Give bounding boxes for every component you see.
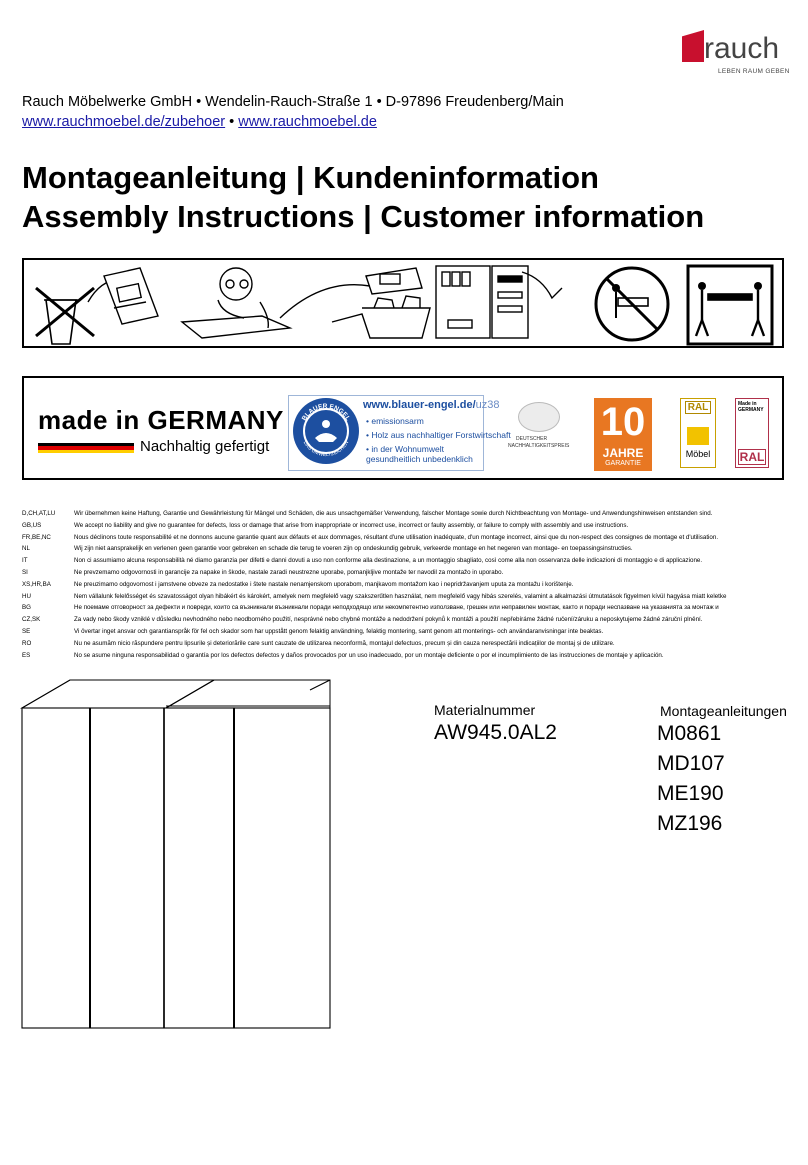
logo-mark-icon [682,30,704,62]
disclaimer-row [22,638,792,650]
disclaimer-row [22,579,792,591]
language-code: SI [22,568,28,576]
assembly-instruction-code: M0861 [657,722,722,745]
ral-label: RAL [685,401,711,414]
assembly-instruction-code: MD107 [657,752,725,775]
language-code: BG [22,604,31,612]
wardrobe-door-3 [164,708,234,1028]
ral-moebel-seal [680,398,716,468]
disclaimer-text: No se asume ninguna responsabilidad o garantía por los defectos defectos y daños provocados por un uso inadecuado, por un montaje deficiente o por el incumplimiento de las instrucciones de montaje y aplicación. [74,651,664,659]
ba-url-main: www.blauer-engel.de/ [363,399,476,411]
language-code: GB,US [22,521,42,529]
seal-top-text: BLAUER ENGEL [300,402,352,423]
ba-item-0: • emissionsarm [366,416,424,426]
language-code: CZ,SK [22,616,41,624]
blauer-engel-url [363,399,500,411]
disclaimer-text: Nous déclinons toute responsabilité et ne donnons aucune garantie quant aux défauts et aux dommages, résultant d'une utilisation inadéquate, d'un montage incorrect, ainsi que du non-respect des consignes de montage et d'utilisation. [74,533,719,541]
website-links [22,114,377,130]
language-code: XS,HR,BA [22,580,51,588]
trash-crossed-icon [36,288,94,344]
two-person-lifting-icon [688,266,772,344]
ba-item-text: Holz aus nachhaltiger Forstwirtschaft [371,430,511,440]
ba-item-text: in der Wohnumwelt gesundheitlich unbedenklich [366,444,473,464]
made-in-germany-subtitle: Nachhaltig gefertigt [140,438,270,455]
ba-item-1: • Holz aus nachhaltiger Forstwirtschaft [366,430,511,440]
assembly-instruction-code: ME190 [657,782,724,805]
language-code: D,CH,AT,LU [22,510,56,517]
language-code: RO [22,639,32,647]
disclaimer-row [22,650,792,662]
pictogram-drawings [22,258,784,348]
disclaimer-text: Za vady nebo škody vzniklé v důsledku nevhodného nebo neodborného použití, nesprávné nebo chybné montáže a nedodržení pokynů k montáži a použití nepřebíráme žádné ručení/záruku a neposkytujeme žádné záruční plnění. [74,616,703,624]
flag-stripe-gold [38,450,134,453]
ba-item-text: emissionsarm [371,416,424,426]
dnp-line1: DEUTSCHER [516,436,548,442]
disclaimer-text: Ne prevzemamo odgovornosti in garancije za napake in škode, nastale zaradi neustrezne uporabe, pomanjkljive montaže ter navodil za montažo in uporabo. [74,568,504,576]
guarantee-unit: JAHRE [602,446,644,460]
disclaimer-row [22,591,792,603]
homepage-link[interactable]: www.rauchmoebel.de [238,114,377,130]
disclaimer-text: Nu ne asumăm nicio răspundere pentru lipsurile și deteriorările care sunt cauzate de utilizarea neconformă, montajul defectuos, precum și din cauza nerespectării indicațiilor de montaj și de utilizare. [74,639,615,647]
assembly-instructions-label: Montageanleitungen [660,703,787,719]
booklet-icon [104,268,158,324]
disclaimer-row [22,508,792,520]
ral-made-in-text [738,401,764,413]
ral-made-in-germany-seal [735,398,769,468]
language-code: ES [22,651,31,659]
moebel-m-icon [687,427,709,445]
disclaimer-row [22,626,792,638]
rauch-logo [674,24,794,82]
disclaimer-text: Wir übernehmen keine Haftung, Garantie und Gewährleistung für Mängel und Schäden, die aus unsachgemäßer Verwendung, falscher Montage sowie durch Nichtbeachtung von Montage- und Anwendungshinweisen entstanden sind. [74,510,713,517]
language-code: SE [22,627,31,635]
page-title-en: Assembly Instructions | Customer information [22,199,705,234]
disclaimer-row [22,602,792,614]
disclaimer-text: Non ci assumiamo alcuna responsabilità né diamo garanzia per difetti e danni dovuti a uso non conforme alla destinazione, a un montaggio sbagliato, così come alla non osservanza delle indicazioni di montaggio e di applicazione. [74,557,703,565]
person-reading-instructions-icon [182,268,290,338]
language-code: IT [22,557,28,565]
disclaimer-text: We accept no liability and give no guarantee for defects, loss or damage that arise from inappropriate or incorrect use, incorrect or faulty assembly, or failure to comply with assembly and use instructions. [74,521,629,529]
made-in-germany-title: made in GERMANY [38,405,284,435]
liability-disclaimers [22,508,792,661]
disclaimer-row [22,532,792,544]
material-number-label: Materialnummer [434,702,536,718]
language-code: NL [22,545,30,553]
disclaimer-text: Nem vállalunk felelősséget és szavatosságot olyan hibákért és károkért, amelyek nem megfelelő vagy szakszerűtlen használat, nem megfelelő vagy hibás szerelés, valamint a alkalmazási útmutatások figyelmen kívül hagyása miatt keletke [74,592,727,600]
language-code: HU [22,592,31,600]
page-title-de: Montageanleitung | Kundeninformation [22,160,599,195]
wardrobe-door-4 [234,708,330,1028]
guarantee-label: GARANTIE [605,460,641,467]
company-address: Rauch Möbelwerke GmbH • Wendelin-Rauch-Straße 1 • D-97896 Freudenberg/Main [22,94,564,110]
no-single-person-lifting-icon [596,268,668,340]
disclaimer-row [22,520,792,532]
disclaimer-row [22,555,792,567]
ral-made-line1: Made in [738,401,757,407]
wardrobe-drawing [20,678,332,1058]
logo-word: rauch [704,32,780,65]
ral-moebel-word: Möbel [685,449,711,459]
nachhaltigkeitspreis-icon [518,402,560,432]
guarantee-years: 10 [600,400,646,444]
ba-url-code: uz38 [475,399,500,411]
svg-text:DAS UMWELTZEICHEN [302,440,351,458]
seal-bottom-text: DAS UMWELTZEICHEN [301,440,351,459]
wardrobe-door-1 [22,708,90,1028]
ba-item-2: • in der Wohnumwelt gesundheitlich unbedenklich [366,444,473,464]
logo-tagline: LEBEN RAUM GEBEN [718,68,790,75]
disclaimer-row [22,543,792,555]
german-flag-icon [38,443,134,453]
ral-made-line2: GERMANY [738,407,764,413]
guarantee-badge [594,398,652,471]
disclaimer-text: Ne preuzimamo odgovornost i jamstvene obveze za nedostatke i štete nastale nenamjenskom uporabom, manjkavom montažom kao i nepridržavanjem uputa za montažu i korištenje. [74,580,574,588]
dnp-line2: NACHHALTIGKEITSPREIS [508,443,570,449]
folder-storage-icon [332,268,430,338]
disclaimer-text: Не поемаме отговорност за дефекти и повреди, които са възникнали възникнали поради неподходящо или некомпетентно използване, грешен или неправилен монтаж, както и поради неспазване на указанията за монтаж и [74,604,719,612]
link-separator: • [225,114,239,130]
svg-text:BLAUER ENGEL [301,403,351,422]
language-code: FR,BE,NC [22,533,51,541]
ral-label: RAL [739,450,765,464]
material-number: AW945.0AL2 [434,721,557,744]
disclaimer-text: Vi övertar inget ansvar och garantianspråk för fel och skador som har uppstått genom felaktig användning, felaktig montering, samt genom att monterings- och användaranvisningar inte beaktas. [74,627,604,635]
disclaimer-row [22,614,792,626]
arrow-icon [280,285,370,318]
accessories-link[interactable]: www.rauchmoebel.de/zubehoer [22,114,226,130]
assembly-instruction-code: MZ196 [657,812,723,835]
blauer-engel-seal-text [293,398,359,464]
disclaimer-text: Wij zijn niet aansprakelijk en verlenen geen garantie voor gebreken en schade die terug te voeren zijn op ondeskundig gebruik, verkeerde montage en het negeren van montage- en toepassingsinstructies. [74,545,633,553]
disclaimer-row [22,567,792,579]
wardrobe-door-2 [90,708,164,1028]
label-sticker-icon [436,266,562,338]
